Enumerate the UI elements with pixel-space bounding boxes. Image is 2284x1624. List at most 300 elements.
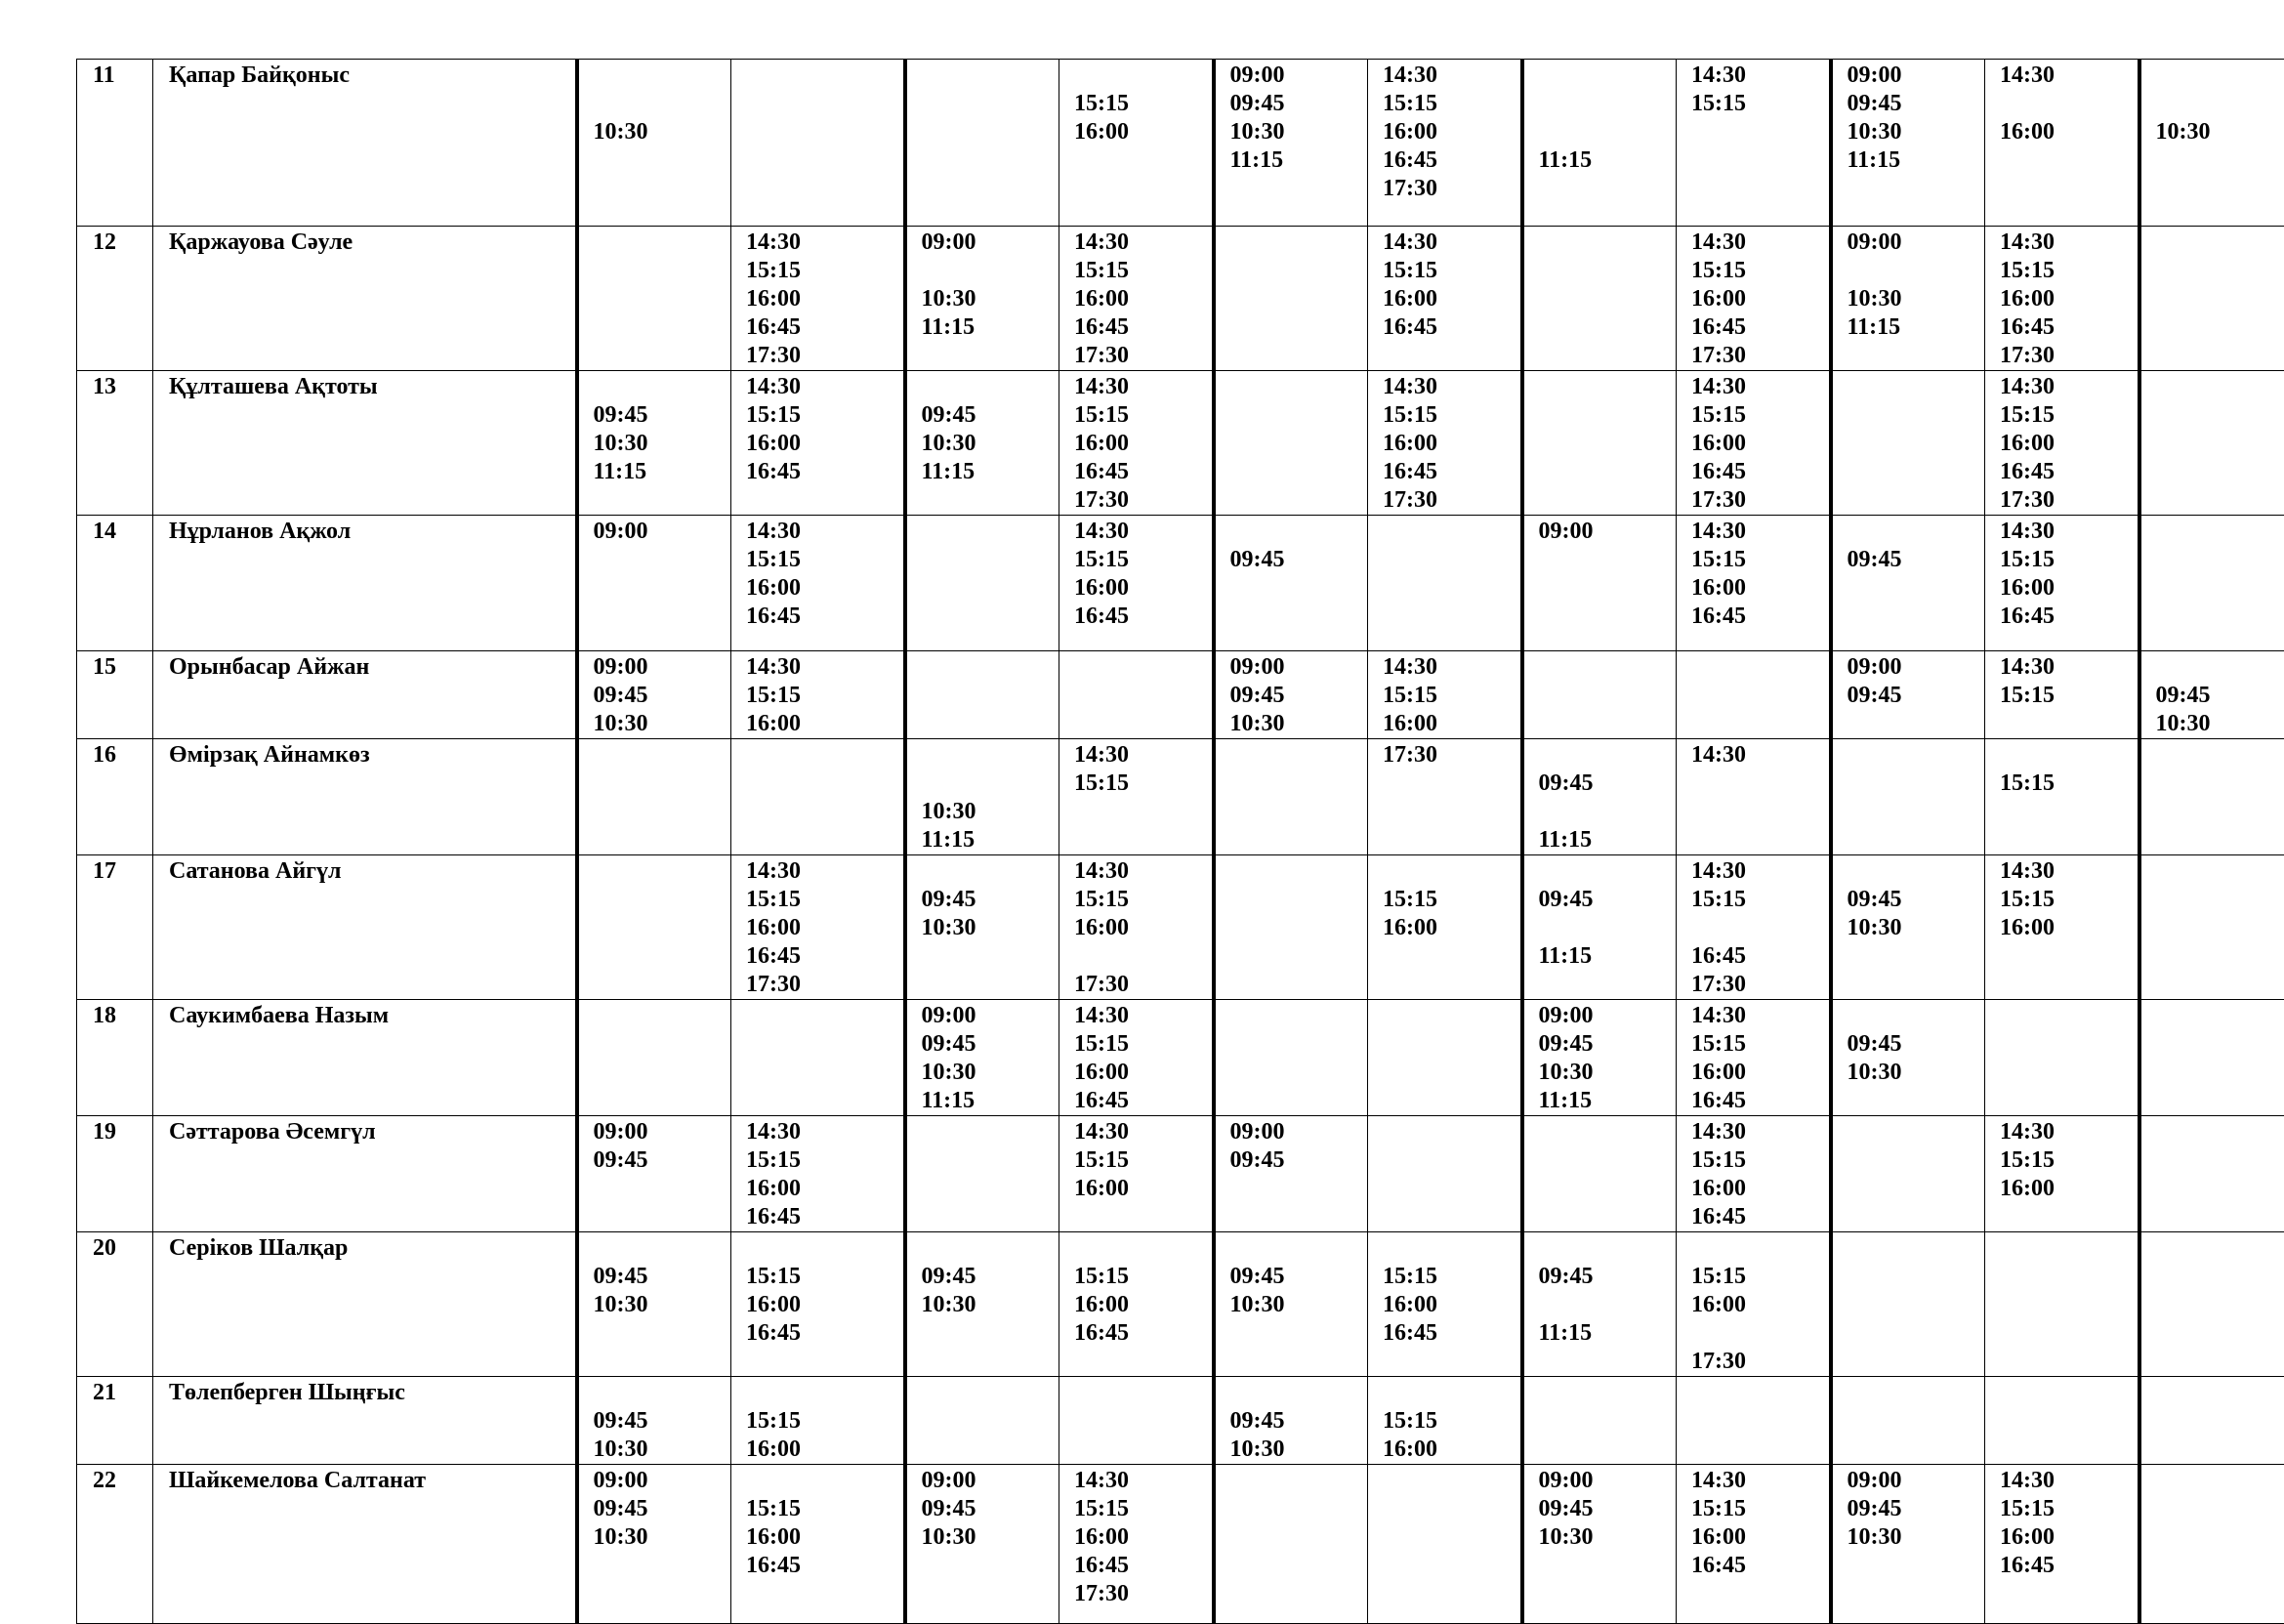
time-slot: 14:30 — [1691, 62, 1815, 90]
blank-line — [1691, 1234, 1815, 1263]
time-cell — [1522, 651, 1677, 739]
time-cell — [905, 739, 1059, 855]
time-slot: 16:00 — [1691, 1291, 1815, 1319]
time-slot: 10:30 — [594, 1291, 718, 1319]
time-slot: 16:00 — [1691, 1059, 1815, 1087]
person-name: Қапар Байқоныс — [153, 60, 577, 227]
blank-line — [922, 770, 1046, 798]
time-cell — [1214, 1377, 1368, 1465]
time-cell — [731, 1465, 905, 1624]
time-slot: 16:45 — [1074, 1087, 1198, 1115]
time-slot: 16:00 — [2000, 118, 2124, 146]
time-slot: 17:30 — [1074, 486, 1198, 515]
time-cell — [1214, 1000, 1368, 1116]
time-slot: 15:15 — [746, 886, 890, 914]
blank-line — [1539, 857, 1663, 886]
time-slot: 16:00 — [1383, 1436, 1507, 1464]
time-cell — [2139, 60, 2284, 227]
time-cell — [731, 1116, 905, 1232]
time-slot: 16:00 — [1691, 1175, 1815, 1203]
time-cell — [1831, 1232, 1985, 1377]
time-slot: 16:45 — [746, 458, 890, 486]
time-cell — [731, 60, 905, 227]
time-slot: 17:30 — [1383, 741, 1507, 770]
row-number: 20 — [77, 1232, 153, 1377]
time-slot: 17:30 — [746, 342, 890, 370]
blank-line — [594, 90, 718, 118]
time-cell — [1677, 1116, 1831, 1232]
table-row — [77, 651, 2284, 739]
time-slot: 15:15 — [2000, 1495, 2124, 1523]
time-cell — [1522, 516, 1677, 651]
time-slot: 09:45 — [1848, 682, 1972, 710]
time-slot: 15:15 — [2000, 770, 2124, 798]
time-slot: 16:45 — [1691, 458, 1815, 486]
time-slot: 16:45 — [1074, 1552, 1198, 1580]
time-slot: 16:00 — [746, 285, 890, 313]
time-slot: 11:15 — [1539, 942, 1663, 971]
time-slot: 15:15 — [746, 1407, 890, 1436]
table-row — [77, 1377, 2284, 1465]
time-cell — [1214, 1232, 1368, 1377]
time-slot: 15:15 — [1691, 1030, 1815, 1059]
time-slot: 17:30 — [1383, 486, 1507, 515]
time-slot: 09:45 — [922, 886, 1046, 914]
time-slot: 09:45 — [922, 401, 1046, 430]
time-slot: 16:45 — [746, 603, 890, 631]
row-number: 21 — [77, 1377, 153, 1465]
time-cell — [1677, 1377, 1831, 1465]
time-slot: 16:00 — [1074, 285, 1198, 313]
time-slot: 10:30 — [1230, 1291, 1354, 1319]
time-slot: 10:30 — [1230, 118, 1354, 146]
time-slot: 09:45 — [1539, 1495, 1663, 1523]
schedule-table — [76, 59, 2284, 1624]
time-slot: 15:15 — [2000, 1146, 2124, 1175]
blank-line — [1539, 914, 1663, 942]
row-number: 17 — [77, 855, 153, 1000]
time-slot: 11:15 — [1848, 146, 1972, 175]
time-slot: 14:30 — [2000, 518, 2124, 546]
time-slot: 16:00 — [746, 1523, 890, 1552]
time-slot: 15:15 — [746, 1263, 890, 1291]
person-name: Нұрланов Ақжол — [153, 516, 577, 651]
time-slot: 09:00 — [1230, 1118, 1354, 1146]
time-cell — [1059, 855, 1214, 1000]
time-slot: 15:15 — [1074, 90, 1198, 118]
time-slot: 16:00 — [1383, 710, 1507, 738]
time-cell — [1059, 371, 1214, 516]
time-slot: 15:15 — [746, 257, 890, 285]
time-cell — [1677, 371, 1831, 516]
time-cell — [1214, 855, 1368, 1000]
time-slot: 16:45 — [1691, 1203, 1815, 1231]
blank-line — [1074, 1234, 1198, 1263]
time-slot: 16:00 — [2000, 430, 2124, 458]
time-cell — [905, 1116, 1059, 1232]
row-number: 15 — [77, 651, 153, 739]
time-slot: 14:30 — [1691, 373, 1815, 401]
time-cell — [1985, 739, 2139, 855]
blank-line — [1230, 1234, 1354, 1263]
time-slot: 09:45 — [1230, 546, 1354, 574]
time-slot: 16:00 — [1383, 1291, 1507, 1319]
blank-line — [594, 1379, 718, 1407]
time-cell — [2139, 855, 2284, 1000]
blank-line — [1691, 1319, 1815, 1348]
person-name: Шайкемелова Салтанат — [153, 1465, 577, 1624]
time-cell — [905, 1232, 1059, 1377]
time-slot: 15:15 — [2000, 546, 2124, 574]
time-slot: 15:15 — [1074, 401, 1198, 430]
time-cell — [1831, 651, 1985, 739]
time-slot: 17:30 — [1691, 971, 1815, 999]
time-slot: 10:30 — [1848, 1523, 1972, 1552]
time-cell — [1522, 1000, 1677, 1116]
time-slot: 11:15 — [1539, 1319, 1663, 1348]
time-slot: 14:30 — [1691, 1118, 1815, 1146]
time-slot: 16:45 — [2000, 458, 2124, 486]
time-cell — [1677, 227, 1831, 371]
time-slot: 14:30 — [2000, 62, 2124, 90]
time-slot: 16:00 — [1074, 1059, 1198, 1087]
time-slot: 09:00 — [594, 1467, 718, 1495]
time-cell — [2139, 651, 2284, 739]
time-slot: 09:00 — [1848, 229, 1972, 257]
time-cell — [1368, 371, 1522, 516]
time-slot: 16:45 — [1074, 603, 1198, 631]
blank-line — [2000, 90, 2124, 118]
time-slot: 14:30 — [2000, 857, 2124, 886]
time-cell — [1368, 1377, 1522, 1465]
time-slot: 16:00 — [746, 1436, 890, 1464]
time-slot: 16:00 — [746, 1291, 890, 1319]
time-slot: 15:15 — [1383, 1407, 1507, 1436]
blank-line — [594, 62, 718, 90]
time-slot: 09:45 — [1848, 1495, 1972, 1523]
time-slot: 16:00 — [746, 1175, 890, 1203]
time-cell — [1368, 1232, 1522, 1377]
blank-line — [2000, 741, 2124, 770]
row-number: 19 — [77, 1116, 153, 1232]
time-cell — [577, 1377, 731, 1465]
blank-line — [1539, 741, 1663, 770]
row-number: 16 — [77, 739, 153, 855]
blank-line — [1230, 518, 1354, 546]
time-slot: 09:45 — [1539, 1030, 1663, 1059]
time-slot: 16:00 — [1074, 914, 1198, 942]
blank-line — [922, 373, 1046, 401]
time-slot: 11:15 — [922, 1087, 1046, 1115]
time-slot: 09:45 — [1230, 1263, 1354, 1291]
time-slot: 09:45 — [594, 1407, 718, 1436]
time-slot: 14:30 — [746, 229, 890, 257]
time-slot: 10:30 — [2156, 118, 2279, 146]
time-cell — [1985, 60, 2139, 227]
blank-line — [922, 257, 1046, 285]
blank-line — [746, 1379, 890, 1407]
time-slot: 16:00 — [1691, 1523, 1815, 1552]
time-slot: 14:30 — [2000, 373, 2124, 401]
time-slot: 14:30 — [1074, 857, 1198, 886]
time-slot: 09:45 — [594, 682, 718, 710]
time-slot: 14:30 — [1691, 1467, 1815, 1495]
time-cell — [1677, 516, 1831, 651]
time-slot: 16:00 — [2000, 1175, 2124, 1203]
time-cell — [1985, 516, 2139, 651]
time-slot: 11:15 — [1539, 146, 1663, 175]
time-slot: 16:00 — [1383, 430, 1507, 458]
time-slot: 16:45 — [1691, 313, 1815, 342]
time-slot: 09:45 — [594, 1495, 718, 1523]
time-slot: 09:00 — [922, 1002, 1046, 1030]
time-cell — [1522, 1465, 1677, 1624]
time-slot: 11:15 — [922, 313, 1046, 342]
blank-line — [1074, 62, 1198, 90]
time-slot: 15:15 — [1691, 1263, 1815, 1291]
blank-line — [922, 1234, 1046, 1263]
blank-line — [2156, 62, 2279, 90]
time-slot: 15:15 — [746, 682, 890, 710]
time-slot: 14:30 — [1691, 857, 1815, 886]
time-slot: 14:30 — [1074, 518, 1198, 546]
time-cell — [2139, 1377, 2284, 1465]
time-slot: 16:45 — [1691, 1552, 1815, 1580]
time-slot: 14:30 — [746, 857, 890, 886]
time-slot: 15:15 — [1074, 770, 1198, 798]
time-slot: 16:45 — [1383, 1319, 1507, 1348]
time-slot: 15:15 — [1074, 1146, 1198, 1175]
time-slot: 16:00 — [746, 574, 890, 603]
time-slot: 14:30 — [1074, 741, 1198, 770]
time-slot: 16:45 — [1074, 313, 1198, 342]
time-slot: 14:30 — [746, 518, 890, 546]
time-cell — [1522, 1377, 1677, 1465]
time-cell — [731, 651, 905, 739]
blank-line — [746, 1234, 890, 1263]
time-slot: 17:30 — [1074, 342, 1198, 370]
time-cell — [2139, 1465, 2284, 1624]
time-slot: 16:00 — [1074, 1291, 1198, 1319]
time-cell — [905, 651, 1059, 739]
time-slot: 14:30 — [746, 653, 890, 682]
time-cell — [577, 60, 731, 227]
time-cell — [1677, 1232, 1831, 1377]
time-cell — [905, 1000, 1059, 1116]
table-row — [77, 855, 2284, 1000]
time-cell — [1214, 516, 1368, 651]
time-cell — [1368, 516, 1522, 651]
time-slot: 16:45 — [746, 313, 890, 342]
table-row — [77, 516, 2284, 651]
blank-line — [1383, 1234, 1507, 1263]
time-slot: 09:45 — [1539, 886, 1663, 914]
time-slot: 14:30 — [746, 1118, 890, 1146]
time-cell — [1214, 227, 1368, 371]
person-name: Серіков Шалқар — [153, 1232, 577, 1377]
time-slot: 16:00 — [1074, 574, 1198, 603]
time-slot: 17:30 — [1074, 1580, 1198, 1608]
time-cell — [577, 516, 731, 651]
time-cell — [1368, 1116, 1522, 1232]
time-slot: 15:15 — [1691, 1146, 1815, 1175]
time-slot: 09:45 — [922, 1263, 1046, 1291]
time-slot: 17:30 — [1691, 342, 1815, 370]
time-slot: 15:15 — [2000, 886, 2124, 914]
time-slot: 09:45 — [1848, 1030, 1972, 1059]
blank-line — [922, 741, 1046, 770]
time-cell — [905, 1377, 1059, 1465]
time-slot: 09:45 — [594, 1263, 718, 1291]
table-row — [77, 1465, 2284, 1624]
time-slot: 10:30 — [922, 285, 1046, 313]
time-slot: 15:15 — [1383, 1263, 1507, 1291]
time-cell — [1214, 651, 1368, 739]
time-slot: 16:00 — [1074, 118, 1198, 146]
blank-line — [1848, 857, 1972, 886]
time-slot: 16:00 — [1383, 118, 1507, 146]
blank-line — [1539, 1291, 1663, 1319]
time-slot: 15:15 — [746, 401, 890, 430]
time-slot: 16:00 — [1074, 1523, 1198, 1552]
time-slot: 17:30 — [746, 971, 890, 999]
time-cell — [577, 227, 731, 371]
time-cell — [1368, 855, 1522, 1000]
time-slot: 16:45 — [2000, 313, 2124, 342]
time-slot: 10:30 — [2156, 710, 2279, 738]
time-cell — [1831, 227, 1985, 371]
time-cell — [1985, 1232, 2139, 1377]
time-slot: 10:30 — [594, 1523, 718, 1552]
person-name: Құлташева Ақтоты — [153, 371, 577, 516]
time-slot: 15:15 — [1074, 546, 1198, 574]
time-slot: 10:30 — [594, 1436, 718, 1464]
blank-line — [2156, 90, 2279, 118]
time-slot: 10:30 — [594, 430, 718, 458]
time-slot: 09:00 — [1539, 518, 1663, 546]
blank-line — [1539, 90, 1663, 118]
time-slot: 15:15 — [1691, 886, 1815, 914]
time-slot: 16:00 — [2000, 914, 2124, 942]
time-slot: 16:45 — [2000, 603, 2124, 631]
time-cell — [1368, 1465, 1522, 1624]
time-slot: 09:45 — [922, 1030, 1046, 1059]
person-name: Сәттарова Әсемгүл — [153, 1116, 577, 1232]
time-slot: 09:00 — [594, 1118, 718, 1146]
time-cell — [1985, 651, 2139, 739]
time-slot: 16:00 — [1691, 285, 1815, 313]
time-slot: 09:00 — [1848, 653, 1972, 682]
time-slot: 16:45 — [1383, 146, 1507, 175]
time-slot: 14:30 — [1074, 1467, 1198, 1495]
time-cell — [577, 1232, 731, 1377]
time-cell — [1831, 1000, 1985, 1116]
time-slot: 09:45 — [594, 401, 718, 430]
time-cell — [731, 855, 905, 1000]
time-slot: 14:30 — [1691, 741, 1815, 770]
time-cell — [1677, 855, 1831, 1000]
time-cell — [1059, 1377, 1214, 1465]
table-row — [77, 371, 2284, 516]
time-cell — [1214, 739, 1368, 855]
blank-line — [1539, 118, 1663, 146]
time-slot: 09:45 — [1539, 770, 1663, 798]
time-slot: 10:30 — [922, 430, 1046, 458]
time-cell — [2139, 739, 2284, 855]
time-slot: 11:15 — [922, 458, 1046, 486]
time-cell — [577, 1000, 731, 1116]
time-slot: 14:30 — [2000, 1118, 2124, 1146]
time-slot: 15:15 — [1074, 1263, 1198, 1291]
time-slot: 10:30 — [922, 914, 1046, 942]
time-slot: 14:30 — [1383, 62, 1507, 90]
time-cell — [905, 1465, 1059, 1624]
time-slot: 15:15 — [1074, 257, 1198, 285]
time-slot: 14:30 — [1383, 229, 1507, 257]
time-cell — [1368, 739, 1522, 855]
time-slot: 10:30 — [1539, 1523, 1663, 1552]
time-slot: 17:30 — [1383, 175, 1507, 203]
time-cell — [905, 855, 1059, 1000]
time-slot: 14:30 — [746, 373, 890, 401]
time-slot: 09:00 — [1848, 62, 1972, 90]
time-cell — [905, 516, 1059, 651]
blank-line — [922, 857, 1046, 886]
time-slot: 14:30 — [1691, 229, 1815, 257]
time-cell — [1677, 1465, 1831, 1624]
time-slot: 14:30 — [1383, 373, 1507, 401]
person-name: Орынбасар Айжан — [153, 651, 577, 739]
time-cell — [1985, 1377, 2139, 1465]
time-cell — [731, 1000, 905, 1116]
time-slot: 09:45 — [922, 1495, 1046, 1523]
blank-line — [1383, 1379, 1507, 1407]
time-cell — [2139, 227, 2284, 371]
time-slot: 09:45 — [1230, 1407, 1354, 1436]
blank-line — [1539, 798, 1663, 826]
time-cell — [2139, 1232, 2284, 1377]
time-slot: 17:30 — [1691, 1348, 1815, 1376]
time-slot: 16:45 — [1691, 942, 1815, 971]
table-row — [77, 1116, 2284, 1232]
time-cell — [1522, 371, 1677, 516]
time-slot: 16:45 — [1383, 458, 1507, 486]
time-cell — [1059, 1465, 1214, 1624]
time-cell — [905, 371, 1059, 516]
blank-line — [746, 1467, 890, 1495]
time-slot: 09:45 — [1230, 1146, 1354, 1175]
time-slot: 15:15 — [1691, 257, 1815, 285]
time-cell — [731, 516, 905, 651]
blank-line — [1691, 914, 1815, 942]
time-slot: 11:15 — [1848, 313, 1972, 342]
time-slot: 10:30 — [594, 710, 718, 738]
time-slot: 16:45 — [1691, 1087, 1815, 1115]
time-slot: 09:45 — [1848, 90, 1972, 118]
time-slot: 09:45 — [1848, 546, 1972, 574]
time-slot: 15:15 — [1691, 90, 1815, 118]
time-cell — [1831, 1377, 1985, 1465]
time-slot: 10:30 — [1230, 1436, 1354, 1464]
time-slot: 14:30 — [1074, 229, 1198, 257]
time-slot: 15:15 — [1383, 886, 1507, 914]
blank-line — [2156, 653, 2279, 682]
time-slot: 11:15 — [594, 458, 718, 486]
time-slot: 10:30 — [922, 798, 1046, 826]
time-slot: 15:15 — [1383, 257, 1507, 285]
time-slot: 15:15 — [1383, 401, 1507, 430]
time-slot: 15:15 — [1691, 401, 1815, 430]
